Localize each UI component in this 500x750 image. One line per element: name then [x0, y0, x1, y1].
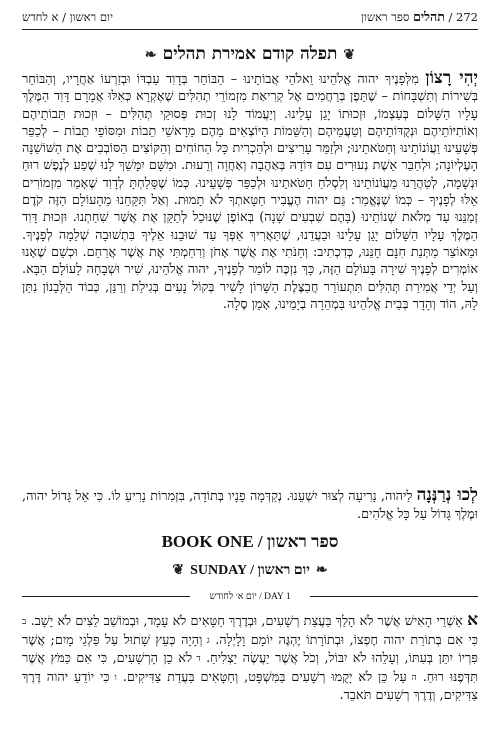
day-heading	[0, 562, 500, 579]
prayer-title-text: תפלה קודם אמירת תהלים	[162, 44, 338, 64]
psalm-1	[22, 612, 478, 742]
header-day-label: יום ראשון / א לחדש	[22, 10, 113, 24]
header-rule	[22, 29, 478, 30]
prayer-title	[0, 44, 500, 64]
ornament-icon: ❦	[172, 563, 185, 578]
day-marker-english: DAY 1	[264, 592, 291, 602]
header-divider: /	[444, 10, 453, 24]
lekhu-neranenah	[22, 487, 478, 527]
psalm-verses	[22, 614, 478, 703]
day-marker: יום א׳ לחודש / DAY 1	[209, 592, 291, 602]
book-title: תהלים	[413, 9, 445, 24]
verse-number: ג	[202, 635, 210, 646]
header-title	[361, 9, 478, 25]
verse-text: לֹא כֵן הָרְשָׁעִים, כִּי אִם כַּמֹּץ אֲשֶׁר תִּדְּפֶנּוּ רוּחַ.	[22, 651, 478, 685]
running-header	[22, 8, 478, 26]
book-heading-divider: /	[257, 532, 267, 551]
verse-text: עַל כֵּן לֹא יָקֻמוּ רְשָׁעִים בַּמִּשְׁפָּט, וְחַטָּאִים בַּעֲדַת צַדִּיקִים.	[116, 669, 407, 685]
page-number: 272	[456, 10, 478, 24]
verse-text: אַשְׁרֵי הָאִישׁ אֲשֶׁר לֹא הָלַךְ בַּעֲצַת רְשָׁעִים, וּבְדֶרֶךְ חַטָּאִים לֹא עָמָד, וּבְמוֹשַׁב לֵצִים לֹא יָשָׁב.	[26, 614, 463, 629]
lekhu-text: לַיהוה, נָרִיעָה לְצוּר יִשְׁעֵנוּ. נְקַדְּמָה פָנָיו בְּתוֹדָה, בִּזְמִרוֹת נָרִיעַ לוֹ. כִּי אֵל גָּדוֹל יהוה, וּמֶלֶךְ גָּדוֹל עַל כָּל אֱלֹהִים.	[22, 489, 478, 522]
prayer-text: מִלְּפָנֶיךָ יהוה אֱלֹהֵינוּ וֵאלֹהֵי אֲבוֹתֵינוּ – הַבּוֹחֵר בְּדָוִד עַבְדּוֹ וּבְזַרְעוֹ אַחֲרָיו, וְהַבּוֹחֵר בְּשִׁירוֹת וְתִשְׁבָּחוֹת – שֶׁתֵּפֶן בְּרַחֲמִים אֶל קְרִיאַת מִזְמוֹרֵי תְהִלִּים שֶׁאֶקְרָא כְּאִלּוּ אֲמָרָם דָּוִד הַמֶּלֶךְ עָלָיו הַשָּׁלוֹם בְּעַצְמוֹ, וּזְכוּתוֹ יָגֵן עָלֵינוּ. וְיַעֲמוֹד לָנוּ זְכוּת פְּסוּקֵי תְהִלִּים – וּזְכוּת תֵּבוֹתֵיהֶם וְאוֹתִיּוֹתֵיהֶם וּנְקֻדּוֹתֵיהֶם וְטַעֲמֵיהֶם וְהַשֵּׁמוֹת הַיּוֹצְאִים מֵהֶם מֵרָאשֵׁי תֵבוֹת וּמִסּוֹפֵי תֵבוֹת – לְכַפֵּר פְּשָׁעֵינוּ וַעֲוֹנוֹתֵינוּ וְחַטֹּאתֵינוּ; וּלְזַמֵּר עָרִיצִים וּלְהַכְרִית כָּל הַחוֹחִים וְהַקּוֹצִים הַסּוֹבְבִים אֶת הַשּׁוֹשַׁנָּה הָעֶלְיוֹנָה; וּלְחַבֵּר אֵשֶׁת נְעוּרִים עִם דּוֹדָהּ בְּאַהֲבָה וְאַחֲוָה וְרֵעוּת. וּמִשָּׁם יִמָּשֵׁךְ לָנוּ שֶׁפַע לְנֶפֶשׁ רוּחַ וּנְשָׁמָה, לְטַהֲרֵנוּ מֵעֲוֹנוֹתֵינוּ וְלִסְלֹחַ חַטֹּאתֵינוּ וּלְכַפֵּר פְּשָׁעֵינוּ. כְּמוֹ שֶׁסָּלַחְתָּ לְדָוִד שֶׁאָמַר מִזְמוֹרִים אֵלּוּ לְפָנֶיךָ – כְּמוֹ שֶׁנֶּאֱמַר: גַּם יהוה הֶעֱבִיר חַטָּאתְךָ לֹא תָמוּת. וְאַל תִּקָּחֵנוּ מֵהָעוֹלָם הַזֶּה קֹדֶם זְמַנֵּנוּ עַד מְלֹאת שְׁנוֹתֵינוּ (בָּהֶם שִׁבְעִים שָׁנָה) בְּאוֹפֶן שֶׁנּוּכַל לְתַקֵּן אֶת אֲשֶׁר שִׁחַתְנוּ. וּזְכוּת דָּוִד הַמֶּלֶךְ עָלָיו הַשָּׁלוֹם יָגֵן עָלֵינוּ וּבַעֲדֵנוּ, שֶׁתַּאֲרִיךְ אַפְּךָ עַד שׁוּבֵנוּ אֵלֶיךָ בִּתְשׁוּבָה שְׁלֵמָה לְפָנֶיךָ. וּמֵאוֹצַר מַתְּנַת חִנָּם חָנֵּנוּ, כְּדִכְתִיב: וְחַנֹּתִי אֶת אֲשֶׁר אָחֹן וְרִחַמְתִּי אֶת אֲשֶׁר אֲרַחֵם. וּכְשֵׁם שֶׁאָנוּ אוֹמְרִים לְפָנֶיךָ שִׁירָה בָּעוֹלָם הַזֶּה, כָּךְ נִזְכֶּה לוֹמַר לְפָנֶיךָ, יהוה אֱלֹהֵינוּ, שִׁיר וּשְׁבָחָה לָעוֹלָם הַבָּא. וְעַל יְדֵי אֲמִירַת תְּהִלִּים תִּתְעוֹרֵר חֲבַצֶּלֶת הַשָּׁרוֹן לָשִׁיר בְּקוֹל נָעִים בְּגִילַת וְרַנֵּן, כְּבוֹד הַלְּבָנוֹן נִתַּן לָהּ, הוֹד וְהָדָר בְּבֵית אֱלֹהֵינוּ בִּמְהֵרָה בְיָמֵינוּ, אָמֵן סֶלָה.	[22, 72, 478, 312]
verse-text: וְהָיָה כְּעֵץ שָׁתוּל עַל פַּלְגֵי מָיִם; אֲשֶׁר פִּרְיוֹ יִתֵּן בְּעִתּוֹ, וְעָלֵהוּ לֹא יִבּוֹל, וְכֹל אֲשֶׁר יַעֲשֶׂה יַצְלִיחַ.	[22, 632, 478, 667]
book-heading	[0, 532, 500, 552]
day-heading-english: SUNDAY	[190, 563, 247, 578]
prayer-body	[22, 70, 478, 486]
verse-number: ד	[192, 654, 201, 665]
book-heading-hebrew: ספר ראשון	[266, 532, 339, 551]
verse-number: ב	[22, 617, 27, 627]
ornament-icon: ❧	[315, 563, 328, 578]
ornament-icon: ❧	[144, 47, 157, 63]
book-heading-english: BOOK ONE	[161, 532, 254, 551]
ornament-icon: ❦	[343, 47, 356, 63]
day-heading-hebrew: יום ראשון	[257, 563, 310, 578]
day-rule-right	[310, 596, 478, 597]
verse-number: ה	[406, 672, 417, 683]
lekhu-opening-words: לְכוּ נְרַנְּנָה	[416, 487, 478, 505]
psalm-number: א	[467, 612, 478, 630]
day-heading-divider: /	[246, 563, 258, 578]
day-rule-left	[22, 596, 190, 597]
verse-text: כִּי יוֹדֵעַ יהוה דֶּרֶךְ צַדִּיקִים, וְדֶרֶךְ רְשָׁעִים תֹּאבֵד.	[22, 669, 478, 704]
verse-text: כִּי אִם בְּתוֹרַת יהוה חֶפְצוֹ, וּבְתוֹרָתוֹ יֶהְגֶּה יוֹמָם וָלָיְלָה.	[209, 632, 478, 648]
verse-number: ו	[109, 672, 117, 683]
book-subtitle: ספר ראשון	[361, 10, 410, 24]
prayer-opening-words: יְהִי רָצוֹן	[425, 70, 478, 88]
day-marker-hebrew: יום א׳ לחודש	[209, 592, 257, 602]
